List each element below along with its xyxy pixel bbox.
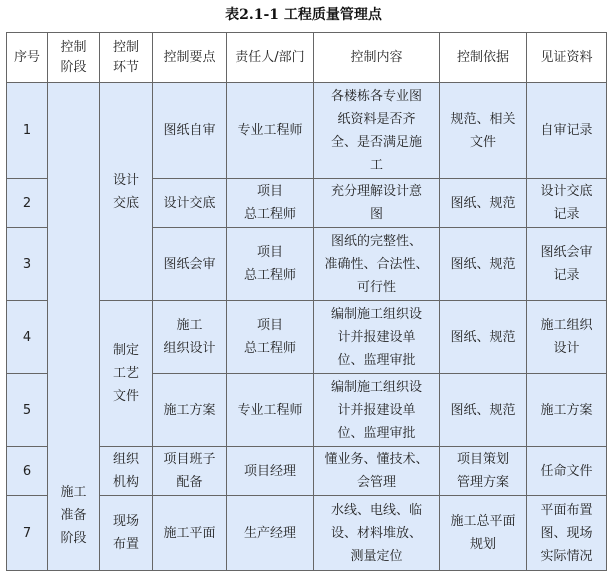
header-cell: 见证资料	[527, 33, 607, 83]
header-cell: 控制要点	[153, 33, 227, 83]
control-basis: 项目策划 管理方案	[440, 447, 527, 496]
control-point: 图纸自审	[153, 83, 227, 179]
header-cell: 控制依据	[440, 33, 527, 83]
control-point: 设计交底	[153, 179, 227, 228]
control-link-cell: 现场 布置	[100, 496, 153, 571]
control-link-cell: 设计 交底	[100, 83, 153, 301]
control-point: 施工平面	[153, 496, 227, 571]
control-content: 编制施工组织设 计并报建设单 位、监理审批	[314, 374, 440, 447]
control-link-cell: 组织 机构	[100, 447, 153, 496]
header-cell: 序号	[7, 33, 48, 83]
evidence: 图纸会审 记录	[527, 228, 607, 301]
row-number: 4	[7, 301, 48, 374]
control-point: 施工方案	[153, 374, 227, 447]
responsible-party: 专业工程师	[227, 83, 314, 179]
header-cell: 控制 阶段	[48, 33, 100, 83]
control-content: 各楼栋各专业图 纸资料是否齐 全、是否满足施 工	[314, 83, 440, 179]
control-content: 充分理解设计意 图	[314, 179, 440, 228]
control-basis: 施工总平面 规划	[440, 496, 527, 571]
evidence: 自审记录	[527, 83, 607, 179]
row-number: 2	[7, 179, 48, 228]
control-basis: 图纸、规范	[440, 228, 527, 301]
control-basis: 图纸、规范	[440, 179, 527, 228]
row-number: 5	[7, 374, 48, 447]
control-basis: 图纸、规范	[440, 301, 527, 374]
control-point: 图纸会审	[153, 228, 227, 301]
control-basis: 规范、相关 文件	[440, 83, 527, 179]
control-basis: 图纸、规范	[440, 374, 527, 447]
evidence: 施工组织 设计	[527, 301, 607, 374]
control-content: 懂业务、懂技术、 会管理	[314, 447, 440, 496]
responsible-party: 项目经理	[227, 447, 314, 496]
table-row	[7, 83, 607, 179]
control-stage-cell: 施工 准备 阶段	[48, 83, 100, 571]
row-number: 7	[7, 496, 48, 571]
control-link-cell: 制定 工艺 文件	[100, 301, 153, 447]
control-content: 图纸的完整性、 准确性、合法性、 可行性	[314, 228, 440, 301]
responsible-party: 项目 总工程师	[227, 179, 314, 228]
control-point: 施工 组织设计	[153, 301, 227, 374]
evidence: 设计交底 记录	[527, 179, 607, 228]
quality-control-table	[6, 32, 607, 571]
control-point: 项目班子 配备	[153, 447, 227, 496]
evidence: 任命文件	[527, 447, 607, 496]
header-cell: 控制 环节	[100, 33, 153, 83]
responsible-party: 生产经理	[227, 496, 314, 571]
evidence: 平面布置 图、现场 实际情况	[527, 496, 607, 571]
responsible-party: 项目 总工程师	[227, 301, 314, 374]
control-content: 水线、电线、临 设、材料堆放、 测量定位	[314, 496, 440, 571]
header-cell: 责任人/部门	[227, 33, 314, 83]
header-cell: 控制内容	[314, 33, 440, 83]
header-row	[7, 33, 607, 83]
table-caption: 表2.1-1 工程质量管理点	[225, 7, 382, 23]
row-number: 1	[7, 83, 48, 179]
row-number: 6	[7, 447, 48, 496]
responsible-party: 项目 总工程师	[227, 228, 314, 301]
responsible-party: 专业工程师	[227, 374, 314, 447]
control-content: 编制施工组织设 计并报建设单 位、监理审批	[314, 301, 440, 374]
evidence: 施工方案	[527, 374, 607, 447]
row-number: 3	[7, 228, 48, 301]
